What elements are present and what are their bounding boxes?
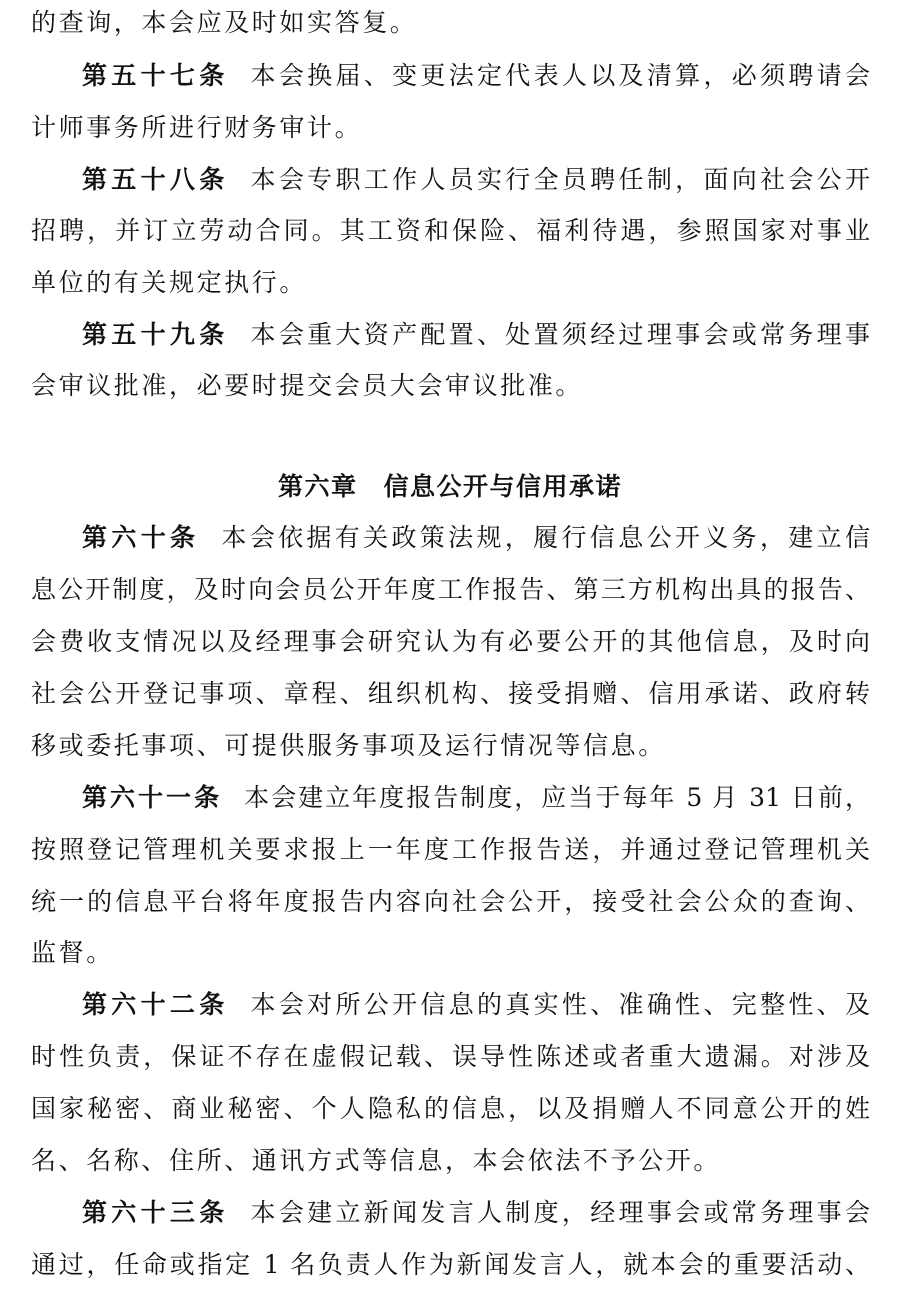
- article-58-first-line: [82, 163, 870, 197]
- article-62-first-line: [82, 988, 870, 1022]
- article-60-line-2: 息公开制度，及时向会员公开年度工作报告、第三方机构出具的报告、: [31, 575, 870, 604]
- article-63-first-line: [82, 1196, 870, 1230]
- article-59-first-line: [82, 318, 870, 352]
- article-57-head: 第五十七条: [82, 61, 229, 90]
- article-60-line-4: 社会公开登记事项、章程、组织机构、接受捐赠、信用承诺、政府转: [31, 679, 870, 708]
- article-60-line-1: 本会依据有关政策法规，履行信息公开义务，建立信: [221, 523, 870, 552]
- article-58-line-3: 单位的有关规定执行。: [31, 268, 308, 297]
- article-62-line-4: 名、名称、住所、通讯方式等信息，本会依法不予公开。: [31, 1146, 722, 1175]
- article-61-line-2: 按照登记管理机关要求报上一年度工作报告送，并通过登记管理机关: [31, 835, 870, 864]
- article-61-line-4: 监督。: [31, 938, 114, 967]
- article-63-line-1: 本会建立新闻发言人制度，经理事会或常务理事会: [250, 1198, 870, 1227]
- article-62-head: 第六十二条: [82, 990, 229, 1019]
- article-57-line-1: 本会换届、变更法定代表人以及清算，必须聘请会: [250, 61, 870, 90]
- continuation-line: 的查询，本会应及时如实答复。: [31, 8, 418, 37]
- article-59-line-1: 本会重大资产配置、处置须经过理事会或常务理事: [250, 320, 870, 349]
- article-61-line-1: 本会建立年度报告制度，应当于每年 5 月 31 日前，: [244, 783, 870, 812]
- article-59-head: 第五十九条: [82, 320, 229, 349]
- article-61-line-3: 统一的信息平台将年度报告内容向社会公开，接受社会公众的查询、: [31, 887, 870, 916]
- article-60-head: 第六十条: [82, 523, 200, 552]
- article-63-line-2: 通过，任命或指定 1 名负责人作为新闻发言人，就本会的重要活动、: [31, 1250, 870, 1279]
- article-61-first-line: [82, 781, 870, 815]
- article-60-line-3: 会费收支情况以及经理事会研究认为有必要公开的其他信息，及时向: [31, 627, 870, 656]
- article-57-first-line: [82, 59, 870, 93]
- article-58-head: 第五十八条: [82, 165, 229, 194]
- article-63-head: 第六十三条: [82, 1198, 229, 1227]
- article-60-line-5: 移或委托事项、可提供服务事项及运行情况等信息。: [31, 731, 666, 760]
- chapter-title: 信息公开与信用承诺: [383, 472, 623, 501]
- article-62-line-1: 本会对所公开信息的真实性、准确性、完整性、及: [250, 990, 870, 1019]
- article-61-head: 第六十一条: [82, 783, 223, 812]
- article-60-first-line: [82, 521, 870, 555]
- article-57-line-2: 计师事务所进行财务审计。: [31, 113, 363, 142]
- article-62-line-3: 国家秘密、商业秘密、个人隐私的信息，以及捐赠人不同意公开的姓: [31, 1094, 870, 1123]
- chapter-heading: [0, 470, 900, 504]
- chapter-number: 第六章: [277, 472, 358, 501]
- article-62-line-2: 时性负责，保证不存在虚假记载、误导性陈述或者重大遗漏。对涉及: [31, 1042, 870, 1071]
- article-58-line-1: 本会专职工作人员实行全员聘任制，面向社会公开: [250, 165, 870, 194]
- article-59-line-2: 会审议批准，必要时提交会员大会审议批准。: [31, 371, 584, 400]
- article-58-line-2: 招聘，并订立劳动合同。其工资和保险、福利待遇，参照国家对事业: [31, 216, 870, 245]
